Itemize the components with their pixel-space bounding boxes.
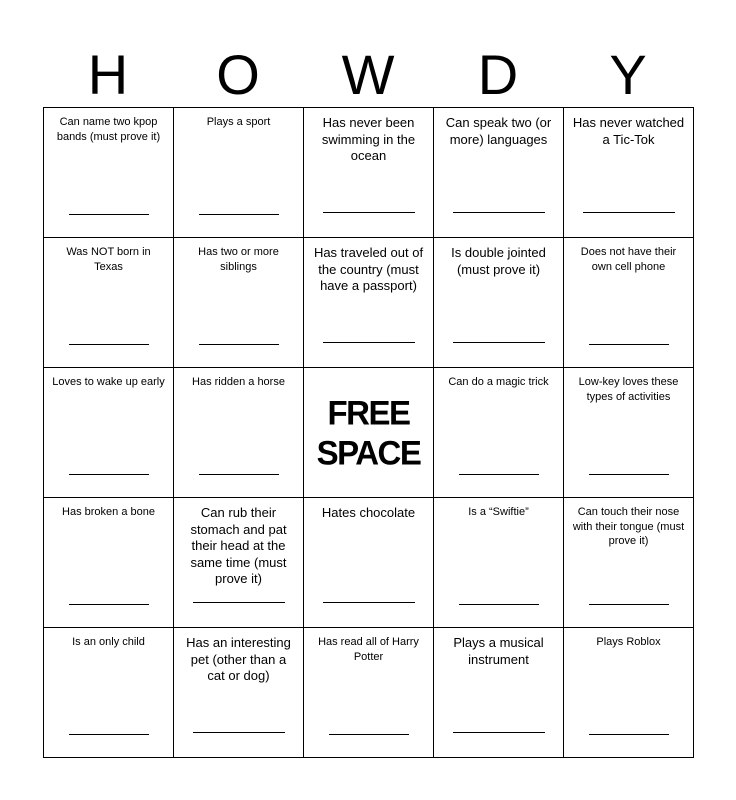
bingo-grid <box>43 107 694 758</box>
signature-line <box>589 344 669 345</box>
signature-line <box>589 734 669 735</box>
signature-line <box>323 342 415 343</box>
cell-prompt: Has never watched a Tic-Tok <box>572 115 685 147</box>
signature-line <box>69 734 149 735</box>
bingo-cell-r5c4[interactable] <box>434 628 564 758</box>
cell-prompt: Has an interesting pet (other than a cat or dog) <box>186 635 291 683</box>
bingo-cell-r2c4[interactable] <box>434 238 564 368</box>
signature-line <box>193 732 285 733</box>
bingo-cell-r1c3[interactable] <box>304 108 434 238</box>
bingo-cell-r2c3[interactable] <box>304 238 434 368</box>
signature-line <box>329 734 409 735</box>
signature-line <box>453 732 545 733</box>
cell-prompt: Plays Roblox <box>596 636 661 648</box>
signature-line <box>69 604 149 605</box>
signature-line <box>583 212 675 213</box>
cell-prompt: Can speak two (or more) languages <box>445 115 552 147</box>
bingo-cell-r5c2[interactable] <box>174 628 304 758</box>
signature-line <box>69 474 149 475</box>
bingo-cell-r4c5[interactable] <box>564 498 694 628</box>
header-letter-w: W <box>341 43 395 106</box>
cell-prompt: Does not have their own cell phone <box>580 246 677 273</box>
bingo-cell-r2c1[interactable] <box>44 238 174 368</box>
cell-prompt: Is a “Swiftie” <box>468 506 529 518</box>
free-space-cell[interactable] <box>304 368 434 498</box>
cell-prompt: Has never been swimming in the ocean <box>321 115 416 163</box>
cell-prompt: Plays a sport <box>206 116 271 128</box>
signature-line <box>323 602 415 603</box>
signature-line <box>459 474 539 475</box>
cell-prompt: Has read all of Harry Potter <box>318 636 419 663</box>
signature-line <box>459 604 539 605</box>
signature-line <box>589 604 669 605</box>
cell-prompt: Has traveled out of the country (must have a passport) <box>313 245 424 293</box>
header-letter-o: O <box>216 43 260 106</box>
cell-prompt: Is an only child <box>72 636 145 648</box>
cell-prompt: Loves to wake up early <box>52 376 165 388</box>
bingo-cell-r3c2[interactable] <box>174 368 304 498</box>
bingo-cell-r5c1[interactable] <box>44 628 174 758</box>
cell-prompt: Can name two kpop bands (must prove it) <box>56 116 161 143</box>
signature-line <box>193 602 285 603</box>
cell-prompt: Plays a musical instrument <box>453 635 544 667</box>
cell-prompt: Can rub their stomach and pat their head at the same time (must prove it) <box>190 505 287 586</box>
cell-prompt: Hates chocolate <box>321 505 416 520</box>
bingo-cell-r4c3[interactable] <box>304 498 434 628</box>
bingo-cell-r5c3[interactable] <box>304 628 434 758</box>
bingo-header <box>43 42 693 108</box>
bingo-cell-r3c1[interactable] <box>44 368 174 498</box>
cell-prompt: Was NOT born in Texas <box>66 246 151 273</box>
bingo-cell-r2c5[interactable] <box>564 238 694 368</box>
free-space-line2: SPACE <box>316 432 421 472</box>
bingo-cell-r1c5[interactable] <box>564 108 694 238</box>
bingo-cell-r5c5[interactable] <box>564 628 694 758</box>
bingo-cell-r4c4[interactable] <box>434 498 564 628</box>
signature-line <box>589 474 669 475</box>
cell-prompt: Is double jointed (must prove it) <box>451 245 546 277</box>
bingo-cell-r4c1[interactable] <box>44 498 174 628</box>
signature-line <box>199 344 279 345</box>
signature-line <box>453 342 545 343</box>
bingo-cell-r3c5[interactable] <box>564 368 694 498</box>
bingo-cell-r3c4[interactable] <box>434 368 564 498</box>
bingo-cell-r1c4[interactable] <box>434 108 564 238</box>
header-letter-d: D <box>477 43 519 106</box>
signature-line <box>323 212 415 213</box>
cell-prompt: Can do a magic trick <box>448 376 549 388</box>
bingo-cell-r4c2[interactable] <box>174 498 304 628</box>
bingo-cell-r2c2[interactable] <box>174 238 304 368</box>
free-space-line1: FREE <box>327 392 410 432</box>
bingo-cell-r1c2[interactable] <box>174 108 304 238</box>
header-letter-h: H <box>87 43 129 106</box>
signature-line <box>199 474 279 475</box>
cell-prompt: Has ridden a horse <box>192 376 285 388</box>
signature-line <box>453 212 545 213</box>
cell-prompt: Has two or more siblings <box>198 246 279 273</box>
signature-line <box>69 214 149 215</box>
bingo-cell-r1c1[interactable] <box>44 108 174 238</box>
header-letter-y: Y <box>609 43 647 106</box>
cell-prompt: Low-key loves these types of activities <box>578 376 679 403</box>
signature-line <box>69 344 149 345</box>
free-space-label <box>317 393 421 473</box>
cell-prompt: Can touch their nose with their tongue (must prove it) <box>572 506 685 547</box>
signature-line <box>199 214 279 215</box>
cell-prompt: Has broken a bone <box>62 506 155 518</box>
